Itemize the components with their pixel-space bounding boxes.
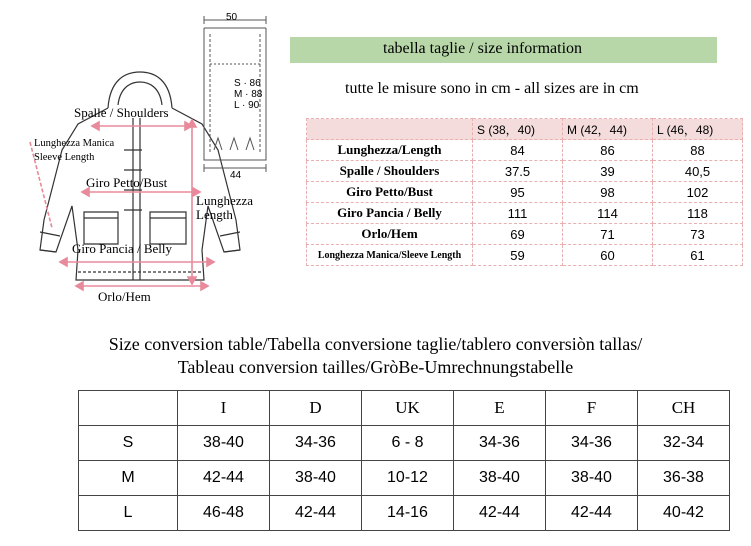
- cell-value: 88: [653, 140, 743, 161]
- row-label: Giro Pancia / Belly: [307, 203, 473, 224]
- cell-value: 40-42: [638, 496, 730, 531]
- conversion-corner: [79, 391, 178, 426]
- cell-value: 42-44: [270, 496, 362, 531]
- cell-value: 111: [473, 203, 563, 224]
- table-row: [307, 224, 743, 245]
- label-bust: Giro Petto/Bust: [86, 175, 168, 190]
- cell-value: 60: [563, 245, 653, 266]
- flat-size-l: L · 90: [234, 100, 260, 111]
- cell-value: 86: [563, 140, 653, 161]
- table-row: [307, 161, 743, 182]
- cell-value: 84: [473, 140, 563, 161]
- size-info-table: [306, 118, 743, 266]
- table-row: [307, 140, 743, 161]
- cell-value: 38-40: [178, 426, 270, 461]
- table-row: [307, 245, 743, 266]
- row-label: Lunghezza/Length: [307, 140, 473, 161]
- cell-value: 42-44: [178, 461, 270, 496]
- conversion-header-row: [79, 391, 730, 426]
- row-label: Giro Petto/Bust: [307, 182, 473, 203]
- flat-width-top: 50: [226, 12, 238, 23]
- table-row: [79, 461, 730, 496]
- col-header-i: I: [178, 391, 270, 426]
- size-info-title: tabella taglie / size information: [383, 40, 583, 57]
- cell-value: 34-36: [546, 426, 638, 461]
- table-row: [79, 426, 730, 461]
- cell-value: 38-40: [454, 461, 546, 496]
- label-sleeve-line1: Lunghezza Manica: [34, 138, 115, 149]
- units-note: tutte le misure sono in cm - all sizes are in cm: [345, 80, 639, 97]
- cell-value: 34-36: [270, 426, 362, 461]
- label-hem: Orlo/Hem: [98, 289, 151, 304]
- col-header-ch: CH: [638, 391, 730, 426]
- label-shoulders: Spalle / Shoulders: [74, 105, 169, 120]
- col-header-f: F: [546, 391, 638, 426]
- cell-value: 14-16: [362, 496, 454, 531]
- cell-value: 37.5: [473, 161, 563, 182]
- label-sleeve-line2: Sleeve Length: [34, 152, 95, 163]
- col-header-d: D: [270, 391, 362, 426]
- label-length-line1: Lunghezza: [196, 193, 254, 208]
- flat-size-s: S · 86: [234, 78, 261, 89]
- conversion-title-line2: Tableau conversion tailles/GròBe-Umrechnungstabelle: [177, 357, 574, 377]
- row-label: Orlo/Hem: [307, 224, 473, 245]
- size-col-s: S (38，40): [473, 119, 563, 140]
- size-conversion-table: [78, 390, 730, 531]
- cell-value: 42-44: [454, 496, 546, 531]
- label-belly: Giro Pancia / Belly: [72, 241, 173, 256]
- table-row: [307, 182, 743, 203]
- flat-size-m: M · 88: [234, 89, 263, 100]
- label-length-line2: Length: [196, 207, 233, 222]
- conversion-title-line1: Size conversion table/Tabella conversione taglie/tablero conversiòn tallas/: [108, 334, 643, 354]
- cell-value: 39: [563, 161, 653, 182]
- size-col-m: M (42，44): [563, 119, 653, 140]
- row-size-label: S: [79, 426, 178, 461]
- row-size-label: M: [79, 461, 178, 496]
- cell-value: 95: [473, 182, 563, 203]
- size-info-header-row: [307, 119, 743, 140]
- table-row: [79, 496, 730, 531]
- cell-value: 36-38: [638, 461, 730, 496]
- row-size-label: L: [79, 496, 178, 531]
- cell-value: 38-40: [270, 461, 362, 496]
- cell-value: 34-36: [454, 426, 546, 461]
- size-col-l: L (46，48): [653, 119, 743, 140]
- cell-value: 6 - 8: [362, 426, 454, 461]
- cell-value: 38-40: [546, 461, 638, 496]
- cell-value: 73: [653, 224, 743, 245]
- cell-value: 46-48: [178, 496, 270, 531]
- cell-value: 118: [653, 203, 743, 224]
- cell-value: 61: [653, 245, 743, 266]
- cell-value: 40,5: [653, 161, 743, 182]
- cell-value: 71: [563, 224, 653, 245]
- table-row: [307, 203, 743, 224]
- cell-value: 59: [473, 245, 563, 266]
- col-header-e: E: [454, 391, 546, 426]
- cell-value: 102: [653, 182, 743, 203]
- col-header-uk: UK: [362, 391, 454, 426]
- row-label: Spalle / Shoulders: [307, 161, 473, 182]
- flat-size-list: [234, 78, 262, 111]
- size-info-corner: [307, 119, 473, 140]
- cell-value: 10-12: [362, 461, 454, 496]
- row-label: Longhezza Manica/Sleeve Length: [307, 245, 473, 266]
- cell-value: 114: [563, 203, 653, 224]
- flat-width-bottom: 44: [230, 170, 242, 181]
- cell-value: 42-44: [546, 496, 638, 531]
- cell-value: 32-34: [638, 426, 730, 461]
- cell-value: 98: [563, 182, 653, 203]
- cell-value: 69: [473, 224, 563, 245]
